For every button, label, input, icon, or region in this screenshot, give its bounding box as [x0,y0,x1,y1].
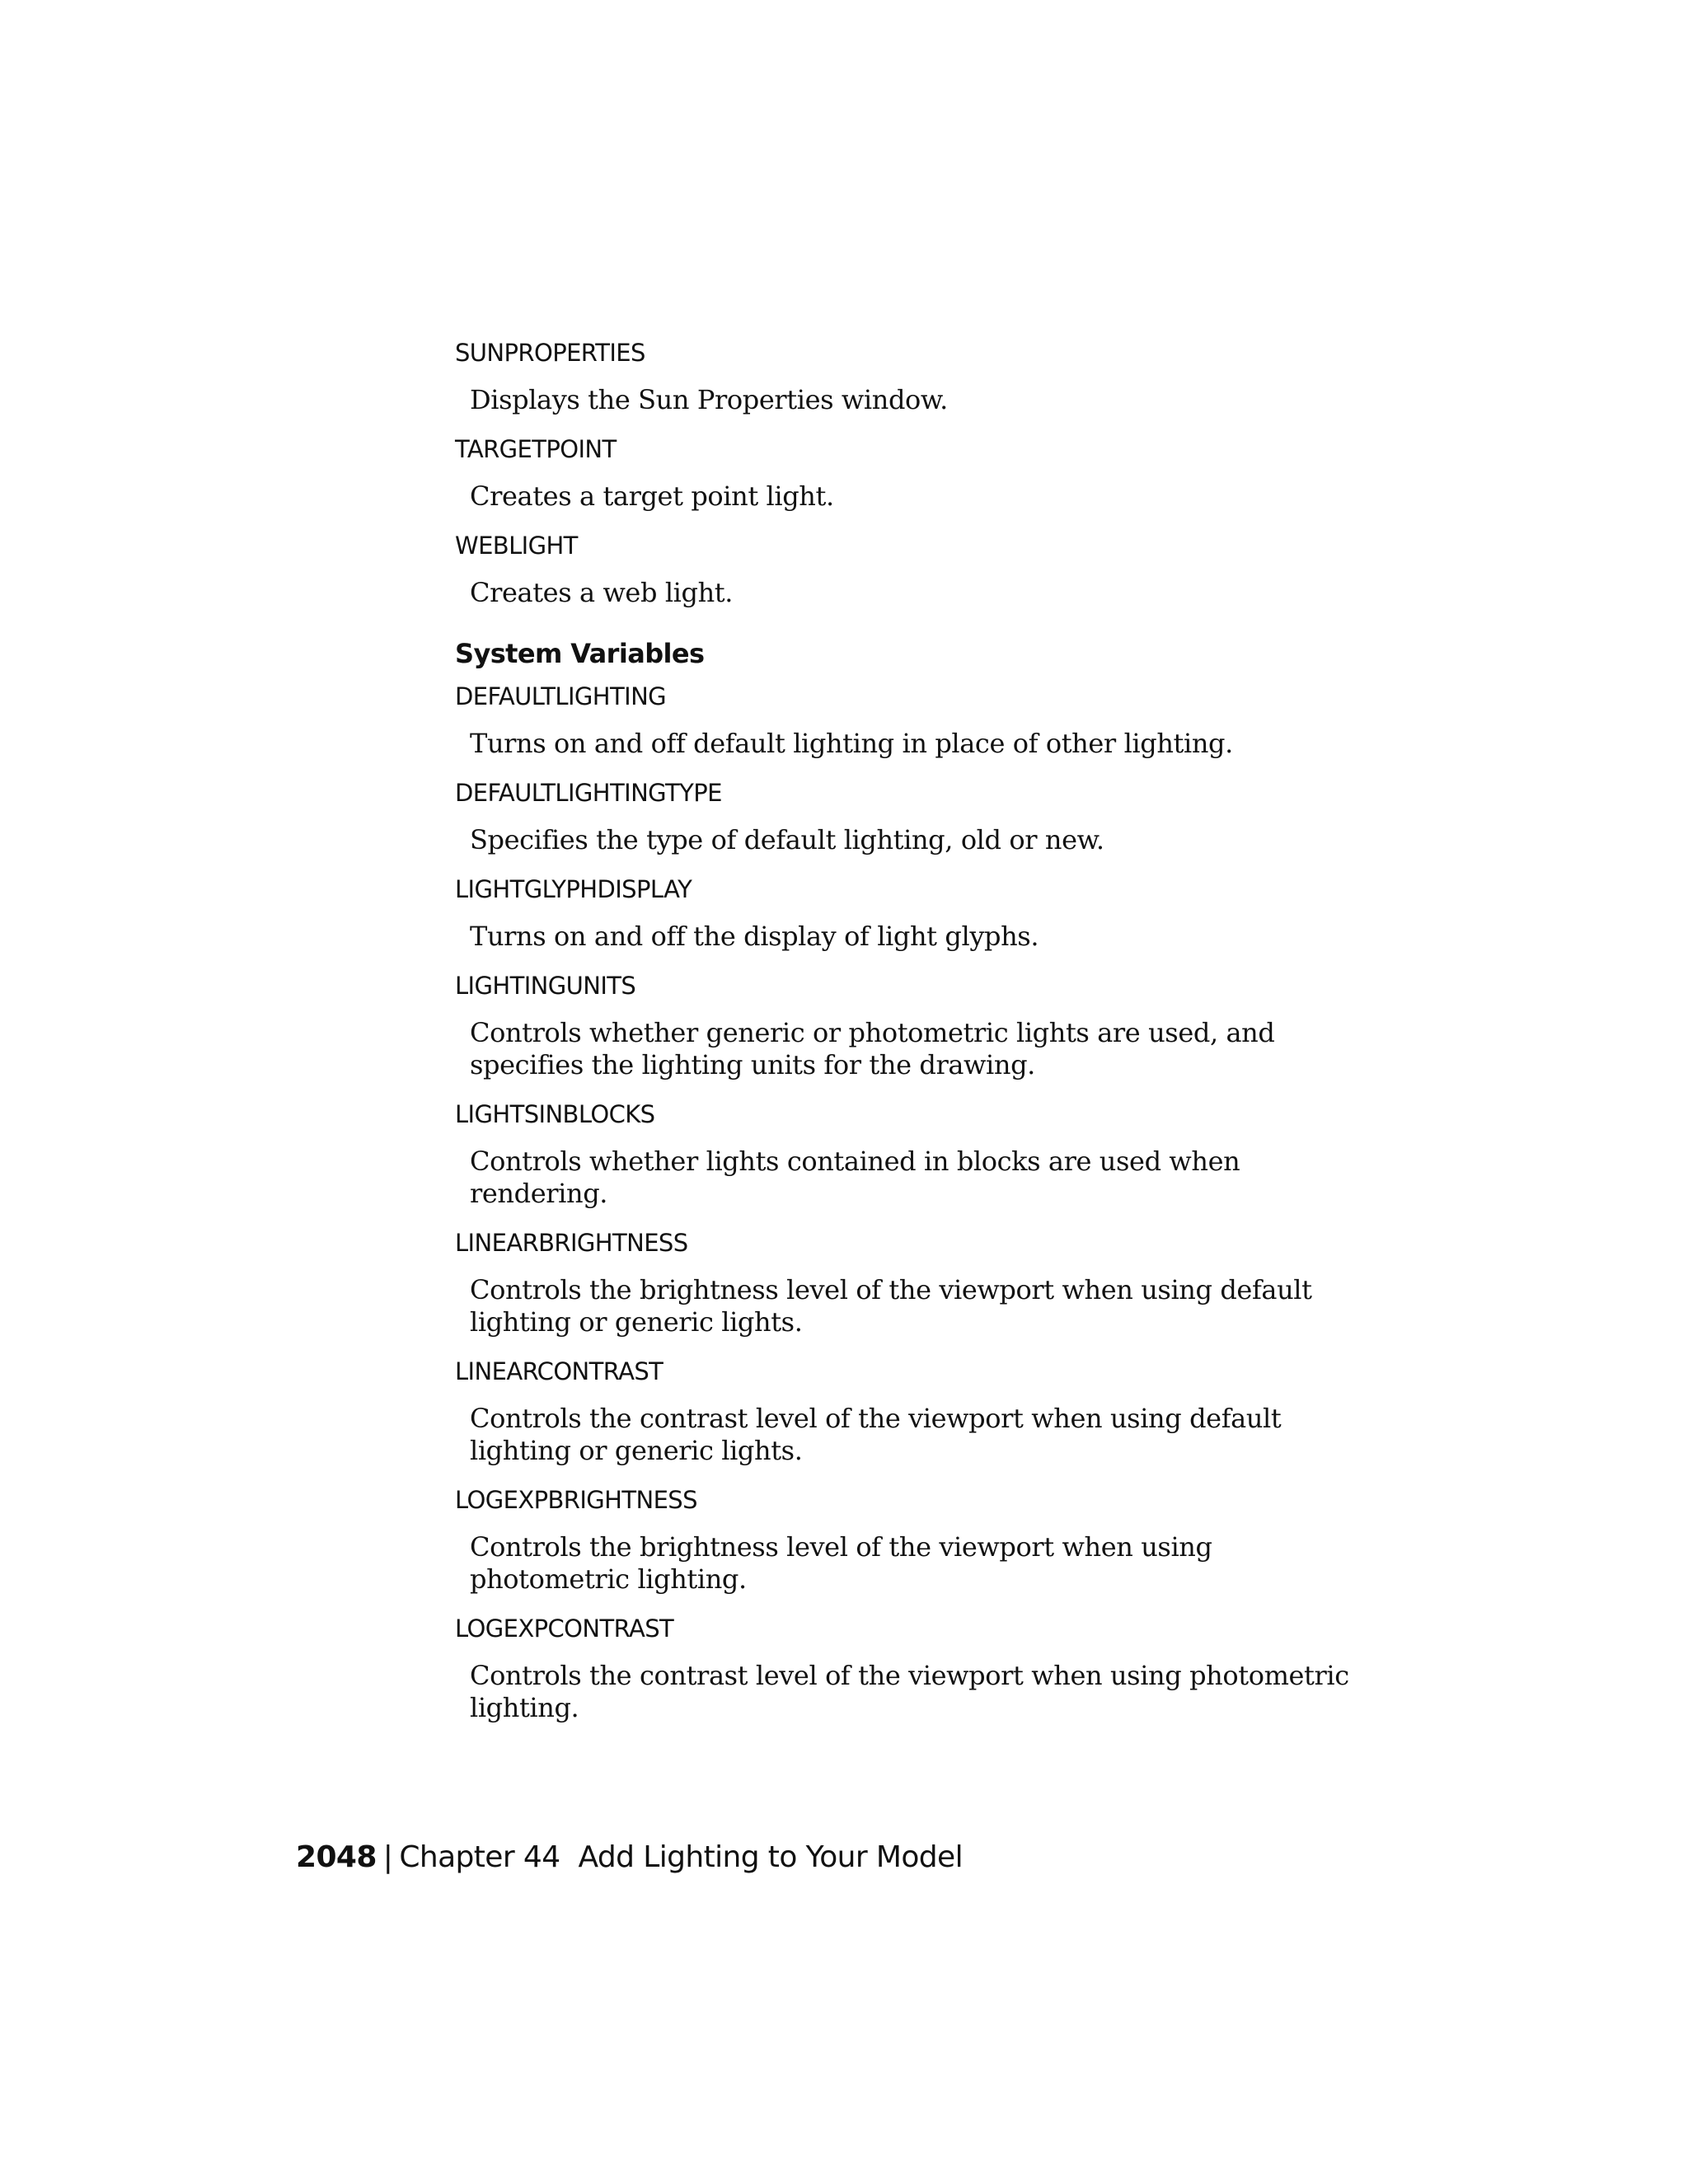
command-description: Displays the Sun Properties window. [470,384,948,415]
chapter-title: Add Lighting to Your Model [578,1840,963,1874]
variable-name: LOGEXPCONTRAST [455,1615,674,1643]
variable-description: Controls the contrast level of the viewport when using default lighting or generic lights. [470,1403,1282,1466]
variable-entry [455,1228,1370,1338]
page-number: 2048 [296,1840,377,1874]
variable-name: LOGEXPBRIGHTNESS [455,1486,697,1514]
command-list [455,338,1370,609]
variable-entry [455,1099,1370,1210]
section-heading: System Variables [455,638,705,669]
variable-entry [455,971,1370,1081]
variable-name: DEFAULTLIGHTINGTYPE [455,779,722,807]
footer-separator: | [382,1840,393,1874]
chapter-label: Chapter 44 [399,1840,560,1874]
variable-name: LIGHTGLYPHDISPLAY [455,875,692,903]
variable-description: Turns on and off default lighting in place of other lighting. [470,728,1233,759]
variable-description: Specifies the type of default lighting, old or new. [470,824,1104,855]
variable-name: LIGHTINGUNITS [455,972,636,1000]
variable-entry [455,1357,1370,1467]
variable-name: LIGHTSINBLOCKS [455,1100,655,1128]
page-content [455,338,1370,1742]
variable-description: Controls the brightness level of the viewport when using default lighting or generic lights. [470,1274,1312,1338]
variable-description: Controls whether lights contained in blocks are used when rendering. [470,1146,1240,1209]
command-entry [455,531,1370,609]
command-description: Creates a web light. [470,577,734,608]
variable-entry [455,778,1370,856]
command-description: Creates a target point light. [470,480,834,512]
page-footer [296,1840,963,1876]
variable-entry [455,1485,1370,1596]
command-entry [455,434,1370,513]
system-variables-section [455,637,1370,1724]
command-entry [455,338,1370,416]
command-name: SUNPROPERTIES [455,339,645,367]
variable-name: LINEARCONTRAST [455,1357,663,1385]
variable-description: Controls whether generic or photometric lights are used, and specifies the lighting units for the drawing. [470,1017,1275,1080]
command-name: WEBLIGHT [455,532,578,560]
variable-entry [455,682,1370,760]
command-name: TARGETPOINT [455,435,617,463]
variable-entry [455,874,1370,953]
variable-description: Turns on and off the display of light glyphs. [470,921,1039,952]
variable-entry [455,1614,1370,1724]
variable-name: LINEARBRIGHTNESS [455,1229,688,1257]
variable-description: Controls the contrast level of the viewport when using photometric lighting. [470,1660,1349,1723]
variable-description: Controls the brightness level of the viewport when using photometric lighting. [470,1531,1212,1595]
variable-name: DEFAULTLIGHTING [455,682,667,710]
